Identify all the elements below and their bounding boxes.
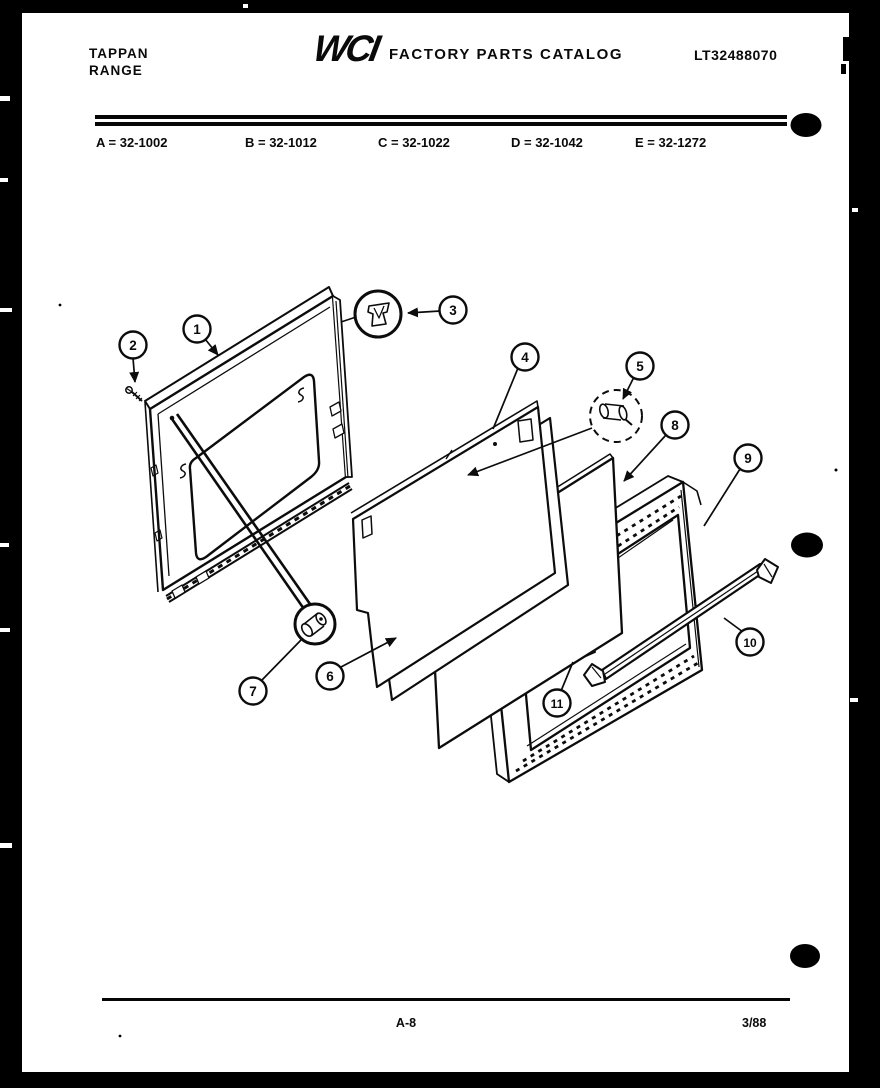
- svg-text:3: 3: [449, 303, 457, 318]
- binder-hole: [791, 533, 823, 558]
- svg-text:11: 11: [550, 697, 564, 711]
- svg-text:6: 6: [326, 669, 334, 684]
- detail-circle: [590, 390, 642, 442]
- page-code: A-8: [395, 1016, 417, 1030]
- binder-hole: [791, 113, 822, 137]
- brand-name-line1: TAPPAN: [89, 46, 149, 61]
- model-index-d: D = 32-1042: [511, 135, 583, 150]
- binder-hole: [790, 944, 820, 968]
- model-index-e: E = 32-1272: [635, 135, 707, 150]
- wci-logo: WCI: [310, 28, 381, 69]
- model-index-c: C = 32-1022: [378, 135, 450, 150]
- model-index-b: B = 32-1012: [245, 135, 317, 150]
- brand-name-line2: RANGE: [89, 63, 143, 78]
- catalog-title: FACTORY PARTS CATALOG: [389, 46, 624, 63]
- header-divider-top: [95, 115, 787, 119]
- document-number: LT32488070: [694, 47, 778, 63]
- svg-text:5: 5: [636, 359, 644, 374]
- svg-text:4: 4: [521, 350, 529, 365]
- footer-divider: [102, 998, 790, 1001]
- svg-text:1: 1: [193, 322, 201, 337]
- svg-text:2: 2: [129, 338, 137, 353]
- svg-text:7: 7: [249, 684, 257, 699]
- issue-date: 3/88: [742, 1016, 767, 1030]
- svg-text:10: 10: [743, 636, 757, 650]
- header-divider-bottom: [95, 122, 787, 126]
- model-index-a: A = 32-1002: [96, 135, 168, 150]
- detail-circle: [295, 604, 335, 644]
- svg-text:9: 9: [744, 451, 752, 466]
- svg-text:8: 8: [671, 418, 679, 433]
